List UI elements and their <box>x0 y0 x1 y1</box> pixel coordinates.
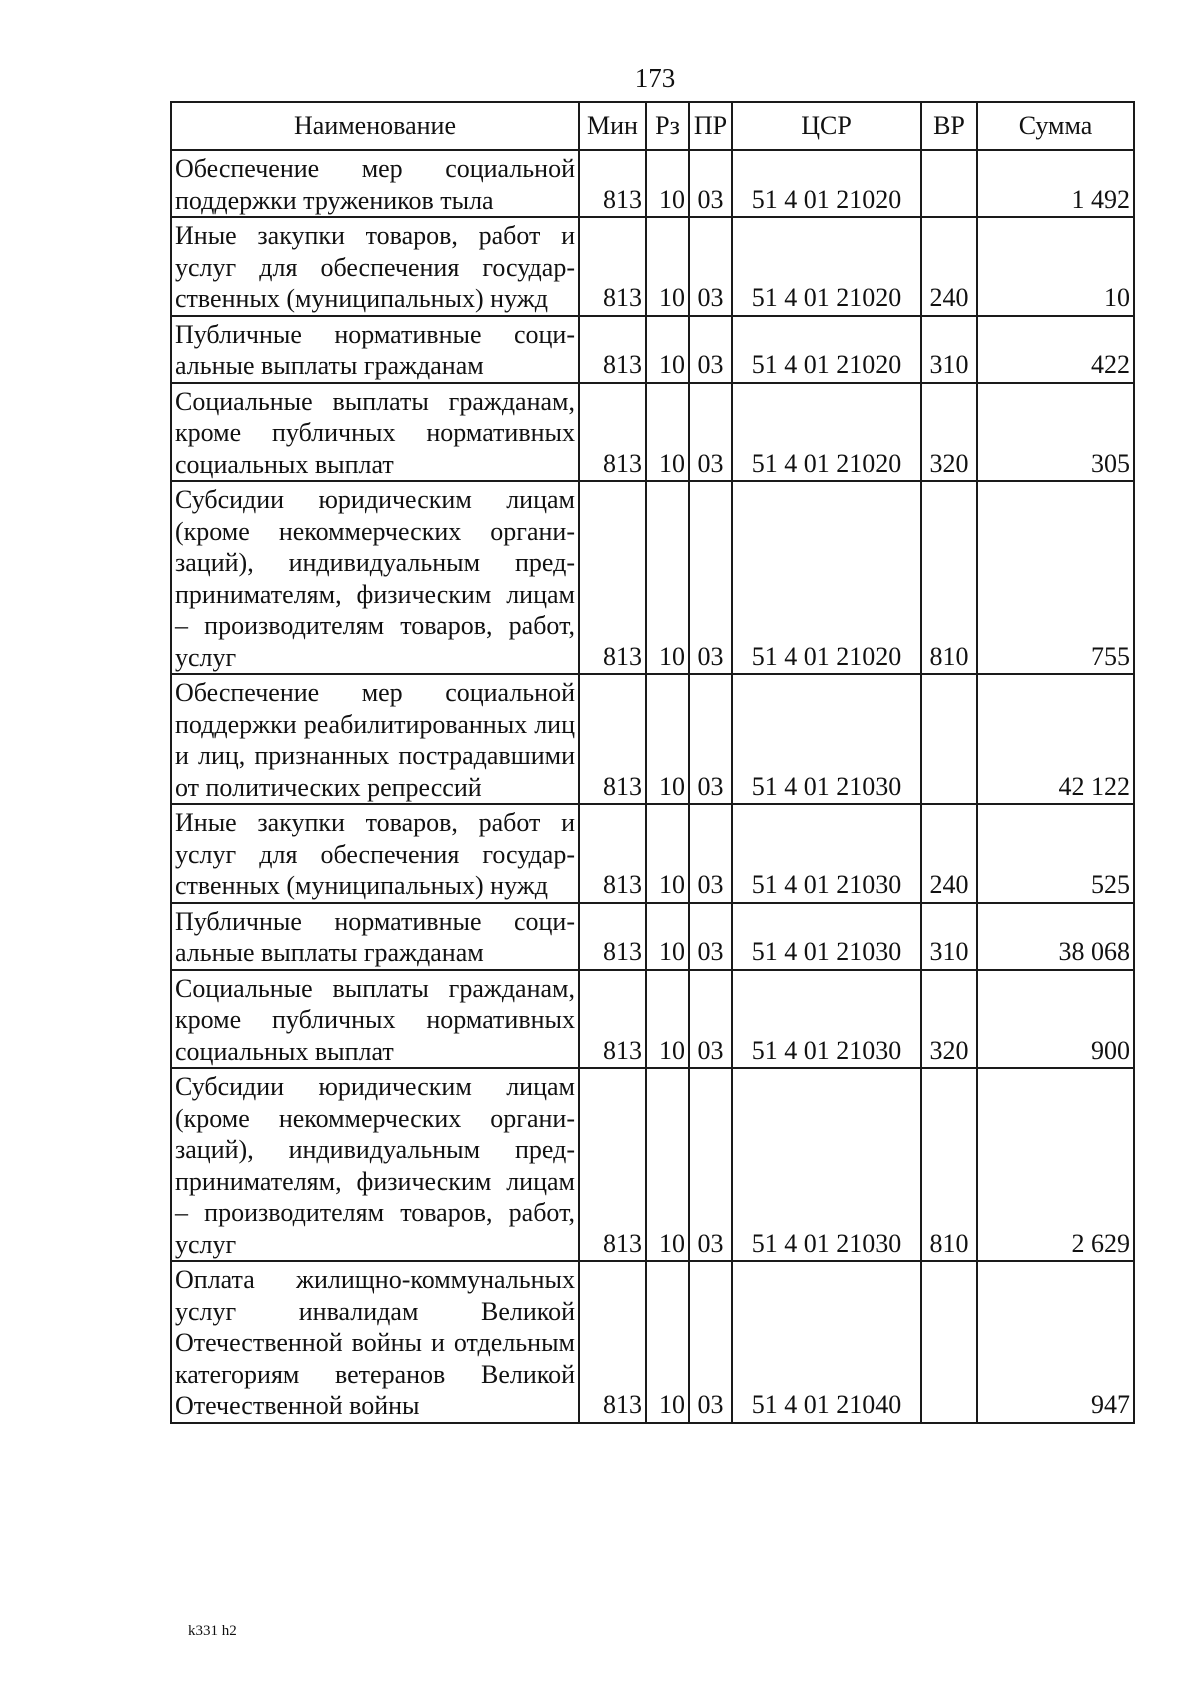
budget-table <box>170 101 1135 1424</box>
cell-csr: 51 4 01 21030 <box>732 674 921 804</box>
cell-name: Субсидии юридическим лицам (кроме некоммерческих организаций), индивидуальным предпринимателям, физическим лицам – производителям товаров, работ, услуг <box>171 481 579 674</box>
table-header <box>171 102 1134 150</box>
cell-min: 813 <box>579 970 646 1069</box>
cell-vr: 810 <box>921 1068 977 1261</box>
cell-pr: 03 <box>689 1068 732 1261</box>
cell-sum: 2 629 <box>977 1068 1134 1261</box>
cell-sum: 422 <box>977 316 1134 383</box>
cell-min: 813 <box>579 383 646 482</box>
cell-vr: 320 <box>921 970 977 1069</box>
cell-sum: 900 <box>977 970 1134 1069</box>
cell-min: 813 <box>579 1261 646 1423</box>
cell-csr: 51 4 01 21020 <box>732 316 921 383</box>
cell-csr: 51 4 01 21020 <box>732 150 921 217</box>
table-row <box>171 217 1134 316</box>
cell-csr: 51 4 01 21030 <box>732 1068 921 1261</box>
cell-rz: 10 <box>646 804 689 903</box>
cell-csr: 51 4 01 21030 <box>732 804 921 903</box>
cell-name: Оплата жилищно-коммунальных услуг инвалидам Великой Отечественной войны и отдельным категориям ветеранов Великой Отечественной войны <box>171 1261 579 1423</box>
table-row <box>171 1068 1134 1261</box>
cell-pr: 03 <box>689 970 732 1069</box>
cell-rz: 10 <box>646 316 689 383</box>
cell-rz: 10 <box>646 1261 689 1423</box>
cell-name: Обеспечение мер социальной поддержки тружеников тыла <box>171 150 579 217</box>
cell-min: 813 <box>579 150 646 217</box>
cell-pr: 03 <box>689 903 732 970</box>
cell-rz: 10 <box>646 217 689 316</box>
cell-sum: 947 <box>977 1261 1134 1423</box>
cell-csr: 51 4 01 21020 <box>732 383 921 482</box>
cell-min: 813 <box>579 903 646 970</box>
cell-pr: 03 <box>689 804 732 903</box>
footer-code: k331 h2 <box>188 1623 237 1639</box>
cell-csr: 51 4 01 21030 <box>732 970 921 1069</box>
cell-pr: 03 <box>689 674 732 804</box>
header-min: Мин <box>579 102 646 150</box>
cell-csr: 51 4 01 21030 <box>732 903 921 970</box>
cell-sum: 525 <box>977 804 1134 903</box>
cell-rz: 10 <box>646 674 689 804</box>
cell-name: Иные закупки товаров, работ и услуг для обеспечения государственных (муниципальных) нужд <box>171 217 579 316</box>
page-number: 173 <box>634 63 676 93</box>
cell-rz: 10 <box>646 383 689 482</box>
cell-vr: 810 <box>921 481 977 674</box>
header-name: Наименование <box>171 102 579 150</box>
cell-min: 813 <box>579 674 646 804</box>
table-row <box>171 804 1134 903</box>
cell-name: Публичные нормативные социальные выплаты гражданам <box>171 316 579 383</box>
cell-min: 813 <box>579 481 646 674</box>
cell-pr: 03 <box>689 383 732 482</box>
cell-rz: 10 <box>646 970 689 1069</box>
table-row <box>171 970 1134 1069</box>
cell-vr: 320 <box>921 383 977 482</box>
cell-name: Социальные выплаты гражданам, кроме публичных нормативных социальных выплат <box>171 383 579 482</box>
cell-min: 813 <box>579 217 646 316</box>
cell-name: Субсидии юридическим лицам (кроме некоммерческих организаций), индивидуальным предпринимателям, физическим лицам – производителям товаров, работ, услуг <box>171 1068 579 1261</box>
cell-vr: 310 <box>921 316 977 383</box>
cell-min: 813 <box>579 804 646 903</box>
cell-name: Социальные выплаты гражданам, кроме публичных нормативных социальных выплат <box>171 970 579 1069</box>
table-row <box>171 481 1134 674</box>
cell-sum: 755 <box>977 481 1134 674</box>
cell-min: 813 <box>579 1068 646 1261</box>
table-row <box>171 316 1134 383</box>
cell-sum: 38 068 <box>977 903 1134 970</box>
header-vr: ВР <box>921 102 977 150</box>
table-body <box>171 150 1134 1423</box>
cell-sum: 305 <box>977 383 1134 482</box>
cell-pr: 03 <box>689 316 732 383</box>
cell-pr: 03 <box>689 150 732 217</box>
cell-rz: 10 <box>646 481 689 674</box>
cell-vr <box>921 674 977 804</box>
cell-pr: 03 <box>689 217 732 316</box>
cell-sum: 1 492 <box>977 150 1134 217</box>
header-sum: Сумма <box>977 102 1134 150</box>
cell-csr: 51 4 01 21020 <box>732 481 921 674</box>
cell-sum: 10 <box>977 217 1134 316</box>
table-row <box>171 674 1134 804</box>
table-row <box>171 903 1134 970</box>
cell-csr: 51 4 01 21020 <box>732 217 921 316</box>
cell-rz: 10 <box>646 903 689 970</box>
header-rz: Рз <box>646 102 689 150</box>
cell-pr: 03 <box>689 1261 732 1423</box>
table-row <box>171 1261 1134 1423</box>
cell-csr: 51 4 01 21040 <box>732 1261 921 1423</box>
cell-min: 813 <box>579 316 646 383</box>
cell-name: Иные закупки товаров, работ и услуг для обеспечения государственных (муниципальных) нужд <box>171 804 579 903</box>
cell-sum: 42 122 <box>977 674 1134 804</box>
cell-rz: 10 <box>646 1068 689 1261</box>
cell-vr: 310 <box>921 903 977 970</box>
header-csr: ЦСР <box>732 102 921 150</box>
cell-vr <box>921 1261 977 1423</box>
cell-vr: 240 <box>921 804 977 903</box>
cell-vr <box>921 150 977 217</box>
cell-rz: 10 <box>646 150 689 217</box>
table-row <box>171 150 1134 217</box>
header-row <box>171 102 1134 150</box>
cell-pr: 03 <box>689 481 732 674</box>
cell-name: Публичные нормативные социальные выплаты гражданам <box>171 903 579 970</box>
cell-name: Обеспечение мер социальной поддержки реабилитированных лиц и лиц, признанных пострадавшими от политических репрессий <box>171 674 579 804</box>
table-row <box>171 383 1134 482</box>
header-pr: ПР <box>689 102 732 150</box>
cell-vr: 240 <box>921 217 977 316</box>
